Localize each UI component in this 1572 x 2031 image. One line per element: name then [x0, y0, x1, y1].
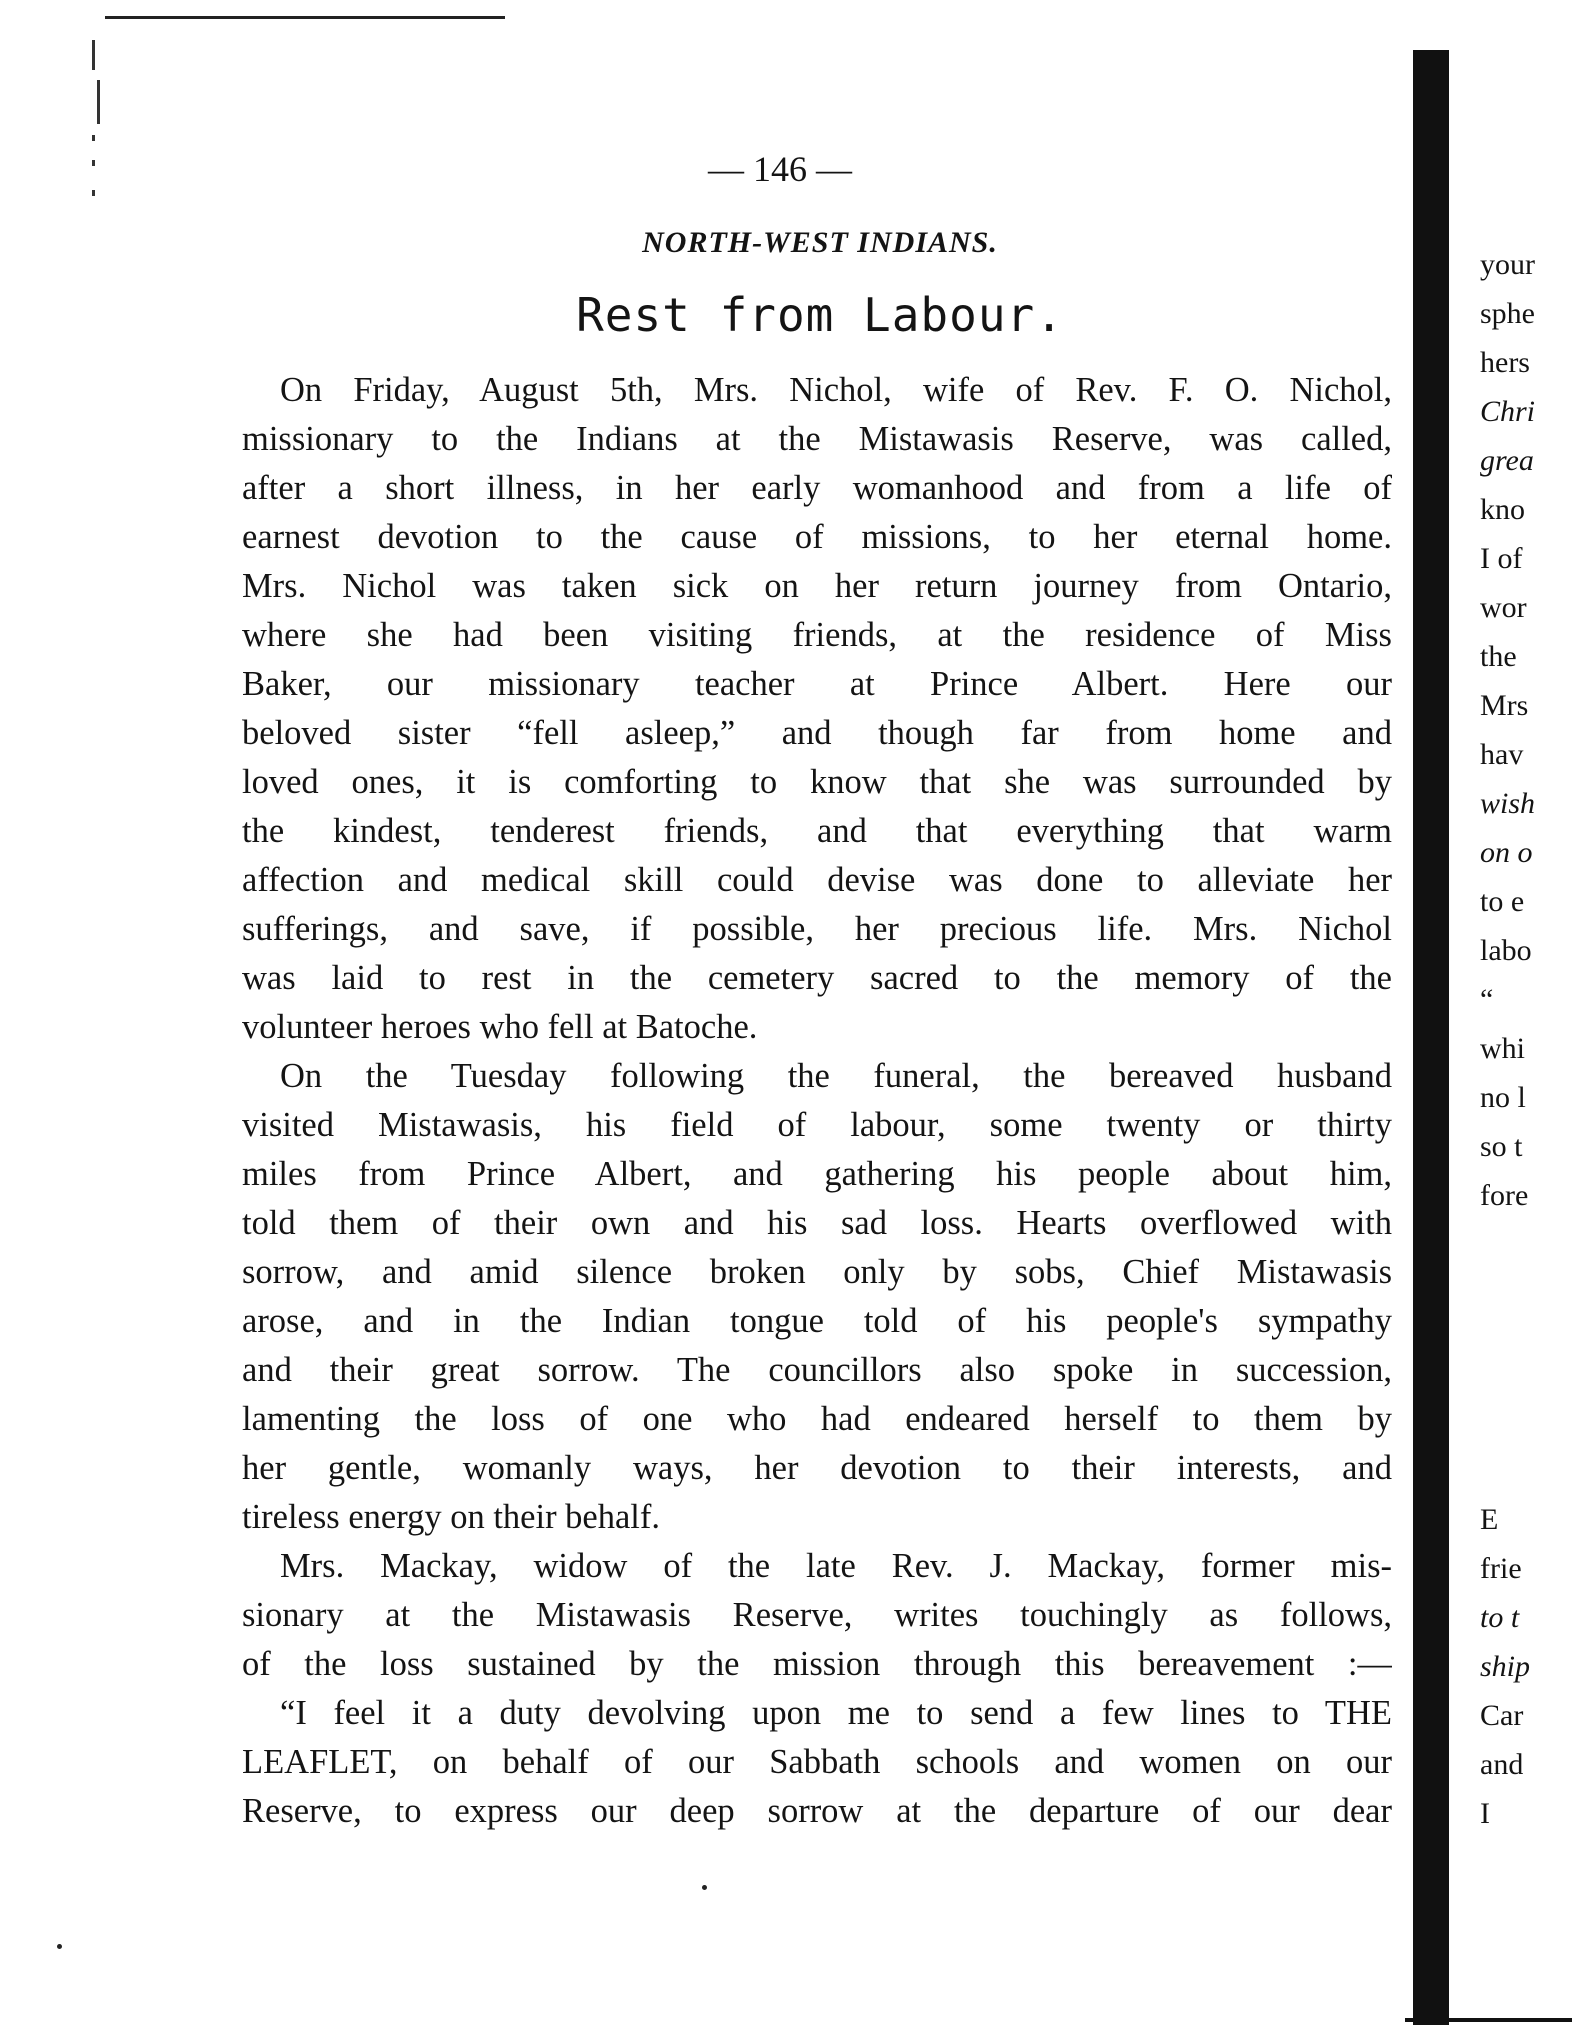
text-line: was laid to rest in the cemetery sacred to the memory of the: [242, 959, 1392, 997]
facing-page-fragment: Chri: [1480, 395, 1536, 428]
text-line: miles from Prince Albert, and gathering his people about him,: [242, 1155, 1392, 1193]
text-line: volunteer heroes who fell at Batoche.: [242, 1008, 758, 1046]
text-line: On the Tuesday following the funeral, the bereaved husband: [280, 1057, 1392, 1095]
text-line: earnest devotion to the cause of missions, to her eternal home.: [242, 518, 1392, 556]
text-line: where she had been visiting friends, at the residence of Miss: [242, 616, 1392, 654]
text-line: Baker, our missionary teacher at Prince Albert. Here our: [242, 665, 1392, 703]
facing-page-fragment: grea: [1480, 444, 1534, 477]
text-line: loved ones, it is comforting to know that she was surrounded by: [242, 763, 1392, 801]
text-line: and their great sorrow. The councillors also spoke in succession,: [242, 1351, 1392, 1389]
facing-page-fragment: your: [1480, 248, 1535, 281]
text-line: missionary to the Indians at the Mistawasis Reserve, was called,: [242, 420, 1392, 458]
facing-page-fragment: Mrs: [1480, 689, 1529, 722]
bottom-edge-rule: [1405, 2018, 1572, 2022]
facing-page-fragment: “: [1480, 983, 1494, 1016]
facing-page-fragment: to e: [1480, 885, 1525, 918]
speck-mark: [57, 1944, 62, 1949]
text-line: sionary at the Mistawasis Reserve, writes touchingly as follows,: [242, 1596, 1392, 1634]
text-line: of the loss sustained by the mission through this bereavement :—: [242, 1645, 1392, 1683]
text-line: after a short illness, in her early womanhood and from a life of: [242, 469, 1392, 507]
facing-page-fragment: wor: [1480, 591, 1527, 624]
facing-page-fragment: the: [1480, 640, 1517, 673]
facing-page-fragment: no l: [1480, 1081, 1526, 1114]
text-line: On Friday, August 5th, Mrs. Nichol, wife of Rev. F. O. Nichol,: [280, 371, 1392, 409]
facing-page-fragment: sphe: [1480, 297, 1535, 330]
text-line: LEAFLET, on behalf of our Sabbath schools and women on our: [242, 1743, 1392, 1781]
article-title: Rest from Labour.: [576, 288, 1064, 342]
facing-page-fragment: whi: [1480, 1032, 1525, 1065]
facing-page-fragment: ship: [1480, 1650, 1531, 1683]
edge-scan-marks: [92, 40, 106, 210]
text-line: her gentle, womanly ways, her devotion to their interests, and: [242, 1449, 1392, 1487]
text-line: beloved sister “fell asleep,” and though far from home and: [242, 714, 1392, 752]
facing-page-fragment: hers: [1480, 346, 1530, 379]
facing-page-fragment: on o: [1480, 836, 1533, 869]
text-line: affection and medical skill could devise was done to alleviate her: [242, 861, 1392, 899]
facing-page-fragment: Car: [1480, 1699, 1524, 1732]
text-line: “I feel it a duty devolving upon me to send a few lines to THE: [280, 1694, 1392, 1732]
facing-page-fragment: fore: [1480, 1179, 1529, 1212]
page-number: — 146 —: [708, 149, 852, 189]
gutter-shadow: [1413, 50, 1449, 2025]
text-line: Mrs. Mackay, widow of the late Rev. J. Mackay, former mis-: [280, 1547, 1392, 1585]
text-line: tireless energy on their behalf.: [242, 1498, 661, 1536]
text-line: told them of their own and his sad loss. Hearts overflowed with: [242, 1204, 1392, 1242]
text-line: arose, and in the Indian tongue told of his people's sympathy: [242, 1302, 1392, 1340]
facing-page-fragment: to t: [1480, 1601, 1520, 1634]
text-line: the kindest, tenderest friends, and that everything that warm: [242, 812, 1392, 850]
text-line: sufferings, and save, if possible, her precious life. Mrs. Nichol: [242, 910, 1392, 948]
facing-page-fragment: frie: [1480, 1552, 1522, 1585]
facing-page-fragment: wish: [1480, 787, 1536, 820]
text-line: lamenting the loss of one who had endeared herself to them by: [242, 1400, 1392, 1438]
facing-page-fragment: I of: [1480, 542, 1523, 575]
top-rule: [105, 16, 505, 19]
text-line: Reserve, to express our deep sorrow at the departure of our dear: [242, 1792, 1392, 1830]
text-line: visited Mistawasis, his field of labour, some twenty or thirty: [242, 1106, 1392, 1144]
text-line: Mrs. Nichol was taken sick on her return journey from Ontario,: [242, 567, 1392, 605]
article-body: [242, 366, 1392, 1836]
facing-page-fragment: hav: [1480, 738, 1524, 771]
facing-page-fragment: E: [1480, 1503, 1499, 1536]
speck-mark: [702, 1885, 707, 1890]
facing-page-fragments-top: [1480, 240, 1572, 1220]
section-heading: NORTH-WEST INDIANS.: [642, 226, 998, 259]
text-line: sorrow, and amid silence broken only by sobs, Chief Mistawasis: [242, 1253, 1392, 1291]
facing-page-fragment: kno: [1480, 493, 1525, 526]
facing-page-fragments-bottom: [1480, 1495, 1572, 1838]
facing-page-fragment: so t: [1480, 1130, 1523, 1163]
facing-page-fragment: I: [1480, 1797, 1490, 1830]
facing-page-fragment: and: [1480, 1748, 1524, 1781]
facing-page-fragment: labo: [1480, 934, 1532, 967]
